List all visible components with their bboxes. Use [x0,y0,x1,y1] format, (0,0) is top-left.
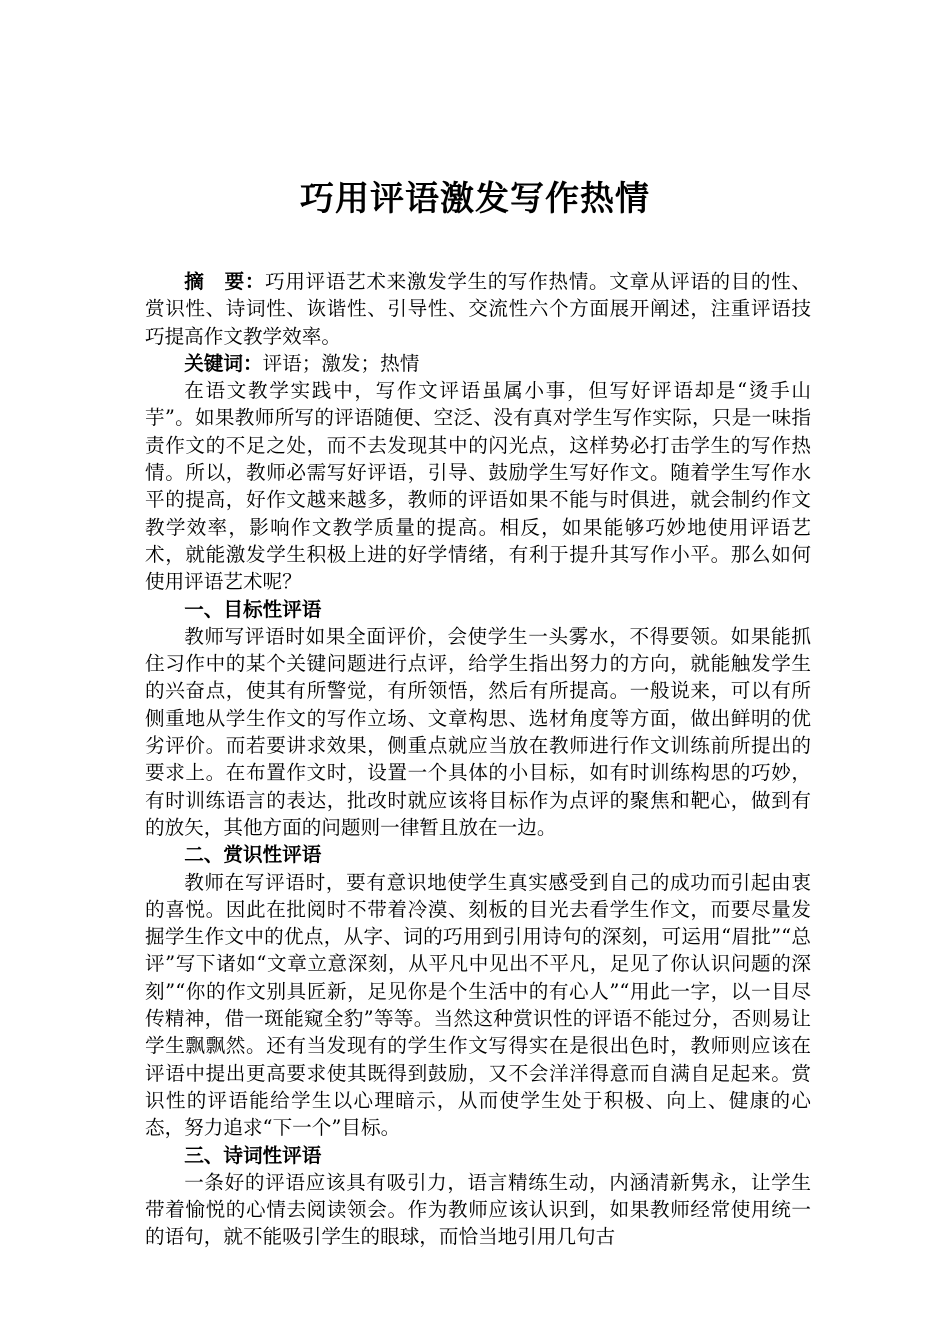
keywords-text: 评语；激发；热情 [262,351,420,375]
abstract-label: 摘 要： [184,270,266,293]
keywords-label: 关键词： [184,351,263,375]
article-body [145,268,811,1251]
intro-paragraph: 在语文教学实践中，写作文评语虽属小事，但写好评语却是“烫手山芋”。如果教师所写的评语随便、空泛、没有真对学生写作实际，只是一味指责作文的不足之处，而不去发现其中的闪光点，这样势必打击学生的写作热情。所以，教师必需写好评语，引导、鼓励学生写好作文。随着学生写作水平的提高，好作文越来越多，教师的评语如果不能与时俱进，就会制约作文教学效率，影响作文教学质量的提高。相反，如果能够巧妙地使用评语艺术，就能激发学生积极上进的好学情绪，有利于提升其写作小平。那么如何使用评语艺术呢？ [145,379,811,594]
page-title: 巧用评语激发写作热情 [300,179,650,219]
abstract-text: 巧用评语艺术来激发学生的写作热情。文章从评语的目的性、赏识性、诗词性、诙谐性、引导性、交流性六个方面展开阐述，注重评语技巧提高作文教学效率。 [145,270,812,348]
section-paragraph-1: 教师写评语时如果全面评价，会使学生一头雾水，不得要领。如果能抓住习作中的某个关键问题进行点评，给学生指出努力的方向，就能触发学生的兴奋点，使其有所警觉，有所领悟，然后有所提高。一般说来，可以有所侧重地从学生作文的写作立场、文章构思、选材角度等方面，做出鲜明的优劣评价。而若要讲求效果，侧重点就应当放在教师进行作文训练前所提出的要求上。在布置作文时，设置一个具体的小目标，如有时训练构思的巧妙，有时训练语言的表达，批改时就应该将目标作为点评的聚焦和靶心，做到有的放矢，其他方面的问题则一律暂且放在一边。 [145,624,811,839]
section-heading-3: 三、诗词性评语 [184,1143,322,1167]
abstract-paragraph [145,268,811,350]
section-heading-1: 一、目标性评语 [184,597,322,621]
section-heading-2: 二、赏识性评语 [184,843,322,867]
keywords-paragraph [145,350,811,377]
section-paragraph-2: 教师在写评语时，要有意识地使学生真实感受到自己的成功而引起由衷的喜悦。因此在批阅时不带着冷漠、刻板的目光去看学生作文，而要尽量发掘学生作文中的优点，从字、词的巧用到引用诗句的深刻，可运用“眉批”“总评”写下诸如“文章立意深刻，从平凡中见出不平凡，足见了你认识问题的深刻”“你的作文别具匠新，足见你是个生活中的有心人”“用此一字，以一目尽传精神，借一斑能窥全豹”等等。当然这种赏识性的评语不能过分，否则易让学生飘飘然。还有当发现有的学生作文写得实在是很出色时，教师则应该在评语中提出更高要求使其既得到鼓励，又不会洋洋得意而自满自足起来。赏识性的评语能给学生以心理暗示，从而使学生处于积极、向上、健康的心态，努力追求“下一个”目标。 [145,870,811,1140]
section-paragraph-3: 一条好的评语应该具有吸引力，语言精练生动，内涵清新隽永，让学生带着愉悦的心情去阅读领会。作为教师应该认识到，如果教师经常使用统一的语句，就不能吸引学生的眼球，而恰当地引用几句古 [145,1170,811,1249]
